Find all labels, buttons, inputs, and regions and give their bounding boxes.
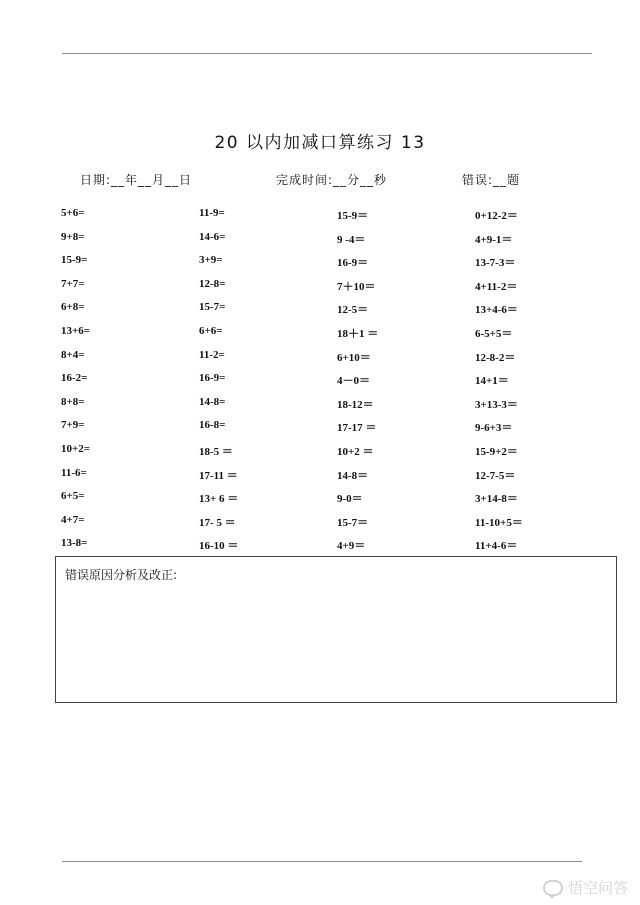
error-analysis-box[interactable]	[55, 556, 617, 703]
problem-row	[61, 301, 581, 319]
problem-cell: 13-8=	[61, 537, 88, 550]
problem-cell: 16-8=	[199, 419, 226, 432]
problem-row	[61, 537, 581, 555]
problem-cell: 3+14-8＝	[475, 493, 518, 506]
problem-cell: 16-9=	[199, 372, 226, 385]
problem-cell: 6+6=	[199, 325, 223, 337]
problem-cell: 6+8=	[61, 301, 85, 314]
problem-cell: 13+6=	[61, 325, 91, 337]
errors-field: 错误:__题	[462, 173, 521, 187]
problem-cell: 18-12＝	[337, 398, 374, 411]
page-title: 20 以内加减口算练习 13	[214, 133, 426, 153]
problem-row	[61, 325, 581, 343]
problem-row	[61, 372, 581, 390]
problem-cell: 11-2=	[199, 348, 225, 361]
problem-cell: 14-8=	[199, 395, 226, 408]
problem-cell: 12-7-5＝	[475, 469, 516, 482]
problem-cell: 11-10+5＝	[475, 516, 523, 529]
problem-cell: 12-8=	[199, 277, 226, 290]
problem-row	[61, 396, 581, 414]
problem-cell: 18＋1 ＝	[337, 328, 379, 340]
error-analysis-label: 错误原因分析及改正:	[65, 568, 178, 582]
problem-cell: 10+2 ＝	[337, 446, 374, 458]
problem-cell: 4+11-2＝	[475, 280, 518, 293]
problem-row	[61, 254, 581, 272]
problem-cell: 7+7=	[61, 277, 85, 290]
problem-cell: 13+4-6＝	[475, 304, 518, 317]
problem-cell: 7＋10＝	[337, 280, 376, 293]
problem-cell: 12-8-2＝	[475, 351, 516, 364]
problem-cell: 10+2=	[61, 443, 91, 455]
problem-cell: 8+8=	[61, 395, 85, 408]
problem-cell: 7+9=	[61, 419, 85, 432]
speech-bubble-icon	[543, 880, 563, 896]
problem-cell: 15-7＝	[337, 516, 369, 529]
problem-cell: 11-6=	[61, 466, 87, 479]
problem-cell: 6+5=	[61, 490, 85, 503]
problem-cell: 4－0＝	[337, 375, 370, 388]
watermark	[543, 877, 628, 898]
problem-cell: 14-8＝	[337, 469, 369, 482]
problem-cell: 3+9=	[199, 254, 223, 267]
problem-cell: 6+10＝	[337, 351, 371, 364]
problem-cell: 15-9+2＝	[475, 446, 518, 458]
problem-cell: 16-2=	[61, 372, 88, 385]
watermark-text: 悟空问答	[567, 879, 628, 897]
problem-row	[61, 278, 581, 296]
problem-cell: 15-9=	[61, 254, 88, 267]
problem-cell: 15-9＝	[337, 210, 369, 222]
problem-cell: 11-9=	[199, 207, 225, 219]
problem-row	[61, 514, 581, 532]
problem-cell: 6-5+5＝	[475, 328, 513, 340]
problem-row	[61, 443, 581, 461]
problem-cell: 4+9-1＝	[475, 233, 513, 246]
problem-cell: 9-0＝	[337, 493, 363, 506]
problem-cell: 3+13-3＝	[475, 398, 518, 411]
problem-cell: 9 -4＝	[337, 233, 366, 246]
problem-cell: 13-7-3＝	[475, 257, 516, 270]
problem-cell: 0+12-2＝	[475, 210, 518, 222]
problem-cell: 17-17 ＝	[337, 422, 377, 435]
time-field: 完成时间:__分__秒	[276, 173, 388, 187]
problem-cell: 4+7=	[61, 513, 85, 526]
problem-cell: 4+9＝	[337, 540, 366, 553]
problem-cell: 9+8=	[61, 230, 85, 243]
problem-cell: 17- 5 ＝	[199, 516, 236, 529]
problem-row	[61, 467, 581, 485]
problem-cell: 8+4=	[61, 348, 85, 361]
problem-cell: 13+ 6 ＝	[199, 493, 239, 506]
problem-cell: 15-7=	[199, 301, 226, 314]
problem-row	[61, 349, 581, 367]
problem-row	[61, 419, 581, 437]
problem-cell: 17-11 ＝	[199, 469, 238, 482]
problem-cell: 16-10 ＝	[199, 540, 239, 553]
problem-cell: 16-9＝	[337, 257, 369, 270]
problem-row	[61, 207, 581, 225]
problem-cell: 18-5 ＝	[199, 446, 233, 458]
top-rule	[62, 53, 592, 54]
problem-cell: 9-6+3＝	[475, 422, 513, 435]
problem-cell: 11+4-6＝	[475, 540, 518, 553]
problem-cell: 14-6=	[199, 230, 226, 243]
date-field: 日期:__年__月__日	[80, 173, 193, 187]
problem-cell: 5+6=	[61, 207, 85, 219]
problem-row	[61, 490, 581, 508]
problem-cell: 14+1＝	[475, 375, 509, 388]
problem-row	[61, 231, 581, 249]
bottom-rule	[62, 861, 582, 862]
problem-cell: 12-5＝	[337, 304, 369, 317]
